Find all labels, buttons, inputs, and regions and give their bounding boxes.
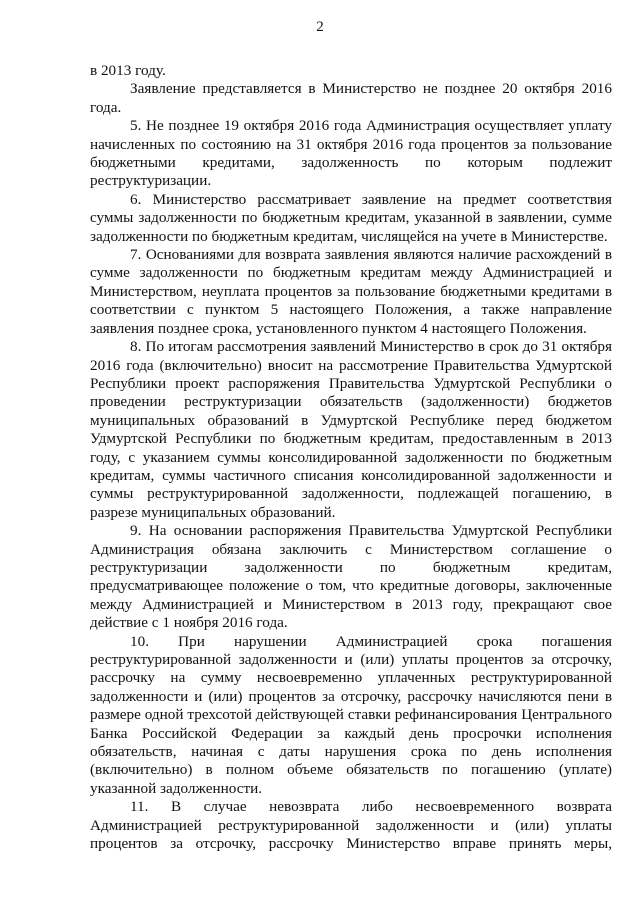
paragraph-item-9: 9. На основании распоряжения Правительства Удмуртской Республики Администрация обязана заключить с Министерством соглашение о реструктуризации задолженности по бюджетным кредитам, предусматривающее положение о том, что кредитные договоры, заключенные между Администрацией и Министерством в 2013 году, прекращают свое действие с 1 ноября 2016 года. <box>90 522 612 632</box>
paragraph-item-10: 10. При нарушении Администрацией срока погашения реструктурированной задолженности и (или) уплаты процентов за отсрочку, рассрочку на сумму несвоевременно уплаченных реструктурированной задолженности и (или) процентов за отсрочку, рассрочку начисляются пени в размере одной трехсотой действующей ставки рефинансирования Центрального Банка Российской Федерации за каждый день просрочки исполнения обязательств, начиная с даты нарушения срока по день исполнения (включительно) в полном объеме обязательств по погашению (уплате) указанной задолженности. <box>90 632 612 797</box>
paragraph-item-5: 5. Не позднее 19 октября 2016 года Администрация осуществляет уплату начисленных по состоянию на 31 октября 2016 года процентов за пользование бюджетными кредитами, задолженность по которым подлежит реструктуризации. <box>90 117 612 190</box>
paragraph-item-7: 7. Основаниями для возврата заявления являются наличие расхождений в сумме задолженности по бюджетным кредитам между Администрацией и Министерством, неуплата процентов за пользование бюджетными кредитами в соответствии с пунктом 5 настоящего Положения, а также направление заявления позднее срока, установленного пунктом 4 настоящего Положения. <box>90 246 612 337</box>
paragraph-item-11: 11. В случае невозврата либо несвоевременного возврата Администрацией реструктурированной задолженности и (или) уплаты процентов за отсрочку, рассрочку Министерство вправе принять меры, <box>90 798 612 853</box>
page-number: 2 <box>316 19 324 35</box>
paragraph-item-6: 6. Министерство рассматривает заявление на предмет соответствия суммы задолженности по бюджетным кредитам, указанной в заявлении, сумме задолженности по бюджетным кредитам, числящейся на учете в Министерстве. <box>90 190 612 245</box>
paragraph-item-8: 8. По итогам рассмотрения заявлений Министерство в срок до 31 октября 2016 года (включительно) вносит на рассмотрение Правительства Удмуртской Республики проект распоряжения Правительства Удмуртской Республики о проведении реструктуризации обязательств (задолженности) бюджетов муниципальных образований в Удмуртской Республике перед бюджетом Удмуртской Республики по бюджетным кредитам, предоставленным в 2013 году, с указанием суммы консолидированной задолженности по бюджетным кредитам, суммы частичного списания консолидированной задолженности и суммы реструктурированной задолженности, подлежащей погашению, в разрезе муниципальных образований. <box>90 338 612 521</box>
paragraph-continuation: в 2013 году. <box>90 62 166 79</box>
paragraph-application-deadline: Заявление представляется в Министерство не позднее 20 октября 2016 года. <box>90 80 612 116</box>
document-body <box>90 62 612 853</box>
